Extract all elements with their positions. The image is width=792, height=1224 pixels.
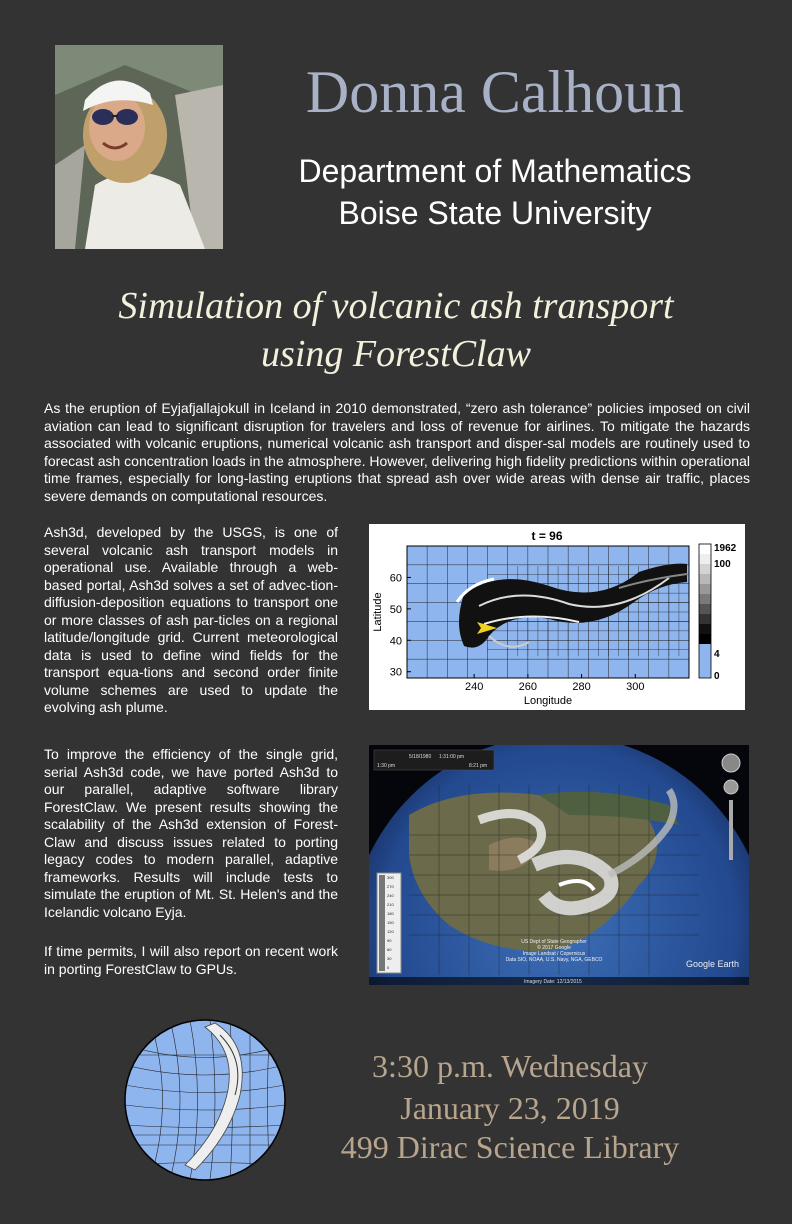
y-tick-label: 50 <box>389 603 402 616</box>
legend-gradient <box>379 875 385 971</box>
credit-line: US Dept of State Geographer <box>521 939 587 945</box>
speaker-photo <box>55 45 223 249</box>
colorbar-segment <box>699 604 711 615</box>
x-tick-label: 240 <box>464 681 484 693</box>
y-axis-label: Latitude <box>372 592 384 632</box>
colorbar-segment <box>699 564 711 575</box>
credit-line: Image Landsat / Copernicus <box>522 951 586 957</box>
legend-tick: 30 <box>387 956 392 961</box>
body-paragraph-1: Ash3d, developed by the USGS, is one of several volcanic ash transport models in operational use. Available through a web-based portal, Ash3d solves a set of advec-tion-diffusion-deposition equations to transport one or more classes of ash par-ticles on a regional latitude/longitude grid. Current meteorological data is used to define wind fields for the transport equa-tions and second order finite volume schemes are used to update the evolving ash plume. <box>44 524 338 715</box>
time-clock-label: 1:31:00 pm <box>439 754 465 760</box>
colorbar <box>699 544 711 678</box>
legend-tick: 150 <box>387 920 394 925</box>
time-range-end: 8:21 pm <box>469 763 488 769</box>
talk-date: January 23, 2019 <box>400 1090 620 1126</box>
colorbar-segment <box>699 584 711 595</box>
colorbar-segment <box>699 544 711 555</box>
legend-tick: 210 <box>387 902 394 907</box>
cubed-sphere-svg <box>120 1015 290 1185</box>
credit-line: Data SIO, NOAA, U.S. Navy, NGA, GEBCO <box>505 957 603 963</box>
legend-tick: 300 <box>387 875 394 880</box>
colorbar-segment <box>699 614 711 625</box>
body-paragraph-2: To improve the efficiency of the single grid, serial Ash3d code, we have ported Ash3d to our parallel, adaptive software library ForestClaw. We present results showing the scalability of the Ash3d extension of Forest-Claw and discuss issues related to porting legacy codes to modern parallel, adaptive frameworks. Results will include tests to simulate the eruption of Mt. St. Helen's and the Icelandic volcano Eyja. <box>44 746 338 920</box>
ash-concentration-chart <box>369 524 745 710</box>
legend-tick: 90 <box>387 938 392 943</box>
talk-title <box>20 282 772 378</box>
x-tick-label: 280 <box>572 681 591 693</box>
colorbar-tick-label: 100 <box>714 559 731 570</box>
y-tick-label: 40 <box>389 635 402 648</box>
y-tick-label: 60 <box>389 572 402 585</box>
talk-location: 499 Dirac Science Library <box>340 1129 680 1165</box>
legend-tick: 120 <box>387 929 394 934</box>
colorbar-tick-label: 0 <box>714 671 720 682</box>
google-earth-view <box>369 745 749 985</box>
x-tick-label: 260 <box>518 681 538 693</box>
credit-line: © 2017 Google <box>537 945 571 951</box>
colorbar-segment <box>699 554 711 565</box>
colorbar-tick-label: 1962 <box>714 543 737 554</box>
zoom-slider[interactable] <box>729 800 733 860</box>
body-paragraph-3: If time permits, I will also report on recent work in porting ForestClaw to GPUs. <box>44 943 338 977</box>
chart-svg <box>369 524 745 710</box>
colorbar-segment <box>699 574 711 585</box>
colorbar-segment <box>699 594 711 605</box>
colorbar-segment <box>699 634 711 645</box>
talk-time: 3:30 p.m. Wednesday <box>372 1048 648 1084</box>
chart-title: t = 96 <box>531 529 563 543</box>
y-tick-label: 30 <box>389 666 402 679</box>
colorbar-segment <box>699 624 711 635</box>
legend-tick: 60 <box>387 947 392 952</box>
colorbar-zero-segment <box>699 644 711 678</box>
globe-svg <box>369 745 749 985</box>
google-earth-logo: Google Earth <box>686 959 740 969</box>
x-axis-label: Longitude <box>523 695 573 707</box>
legend-tick: 270 <box>387 884 394 889</box>
colorbar-ticks <box>714 543 737 682</box>
x-tick-label: 300 <box>626 681 645 693</box>
talk-title-line2: using ForestClaw <box>261 333 531 375</box>
speaker-portrait <box>55 45 223 249</box>
imagery-date: Imagery Date: 12/13/2015 <box>524 979 582 985</box>
department: Department of Mathematics <box>298 153 692 189</box>
time-range-start: 1:30 pm <box>377 763 396 769</box>
university: Boise State University <box>338 195 652 231</box>
abstract-paragraph: As the eruption of Eyjafjallajokull in Iceland in 2010 demonstrated, “zero ash tolerance” policies imposed on civil aviation can lead to significant disruption for travelers and loss of revenue for airlines. To mitigate the hazards associated with volcanic eruptions, numerical volcanic ash transport and disper-sal models are routinely used to forecast ash concentration loads in the atmosphere. However, delivering high fidelity predictions within operational time frames, especially for long-lasting eruptions that spread ash over wide areas with dense air traffic, places severe demands on computational resources. <box>44 400 750 504</box>
colorbar-tick-label: 4 <box>714 649 720 660</box>
talk-title-line1: Simulation of volcanic ash transport <box>118 285 674 327</box>
legend-tick: 240 <box>387 893 394 898</box>
time-date-label: 5/18/1980 <box>409 754 432 760</box>
cubed-sphere-figure <box>120 1015 290 1185</box>
look-control[interactable] <box>724 780 738 794</box>
legend-tick: 180 <box>387 911 394 916</box>
legend-tick: 0 <box>387 965 390 970</box>
compass-control[interactable] <box>722 754 740 772</box>
speaker-name: Donna Calhoun <box>305 59 685 125</box>
